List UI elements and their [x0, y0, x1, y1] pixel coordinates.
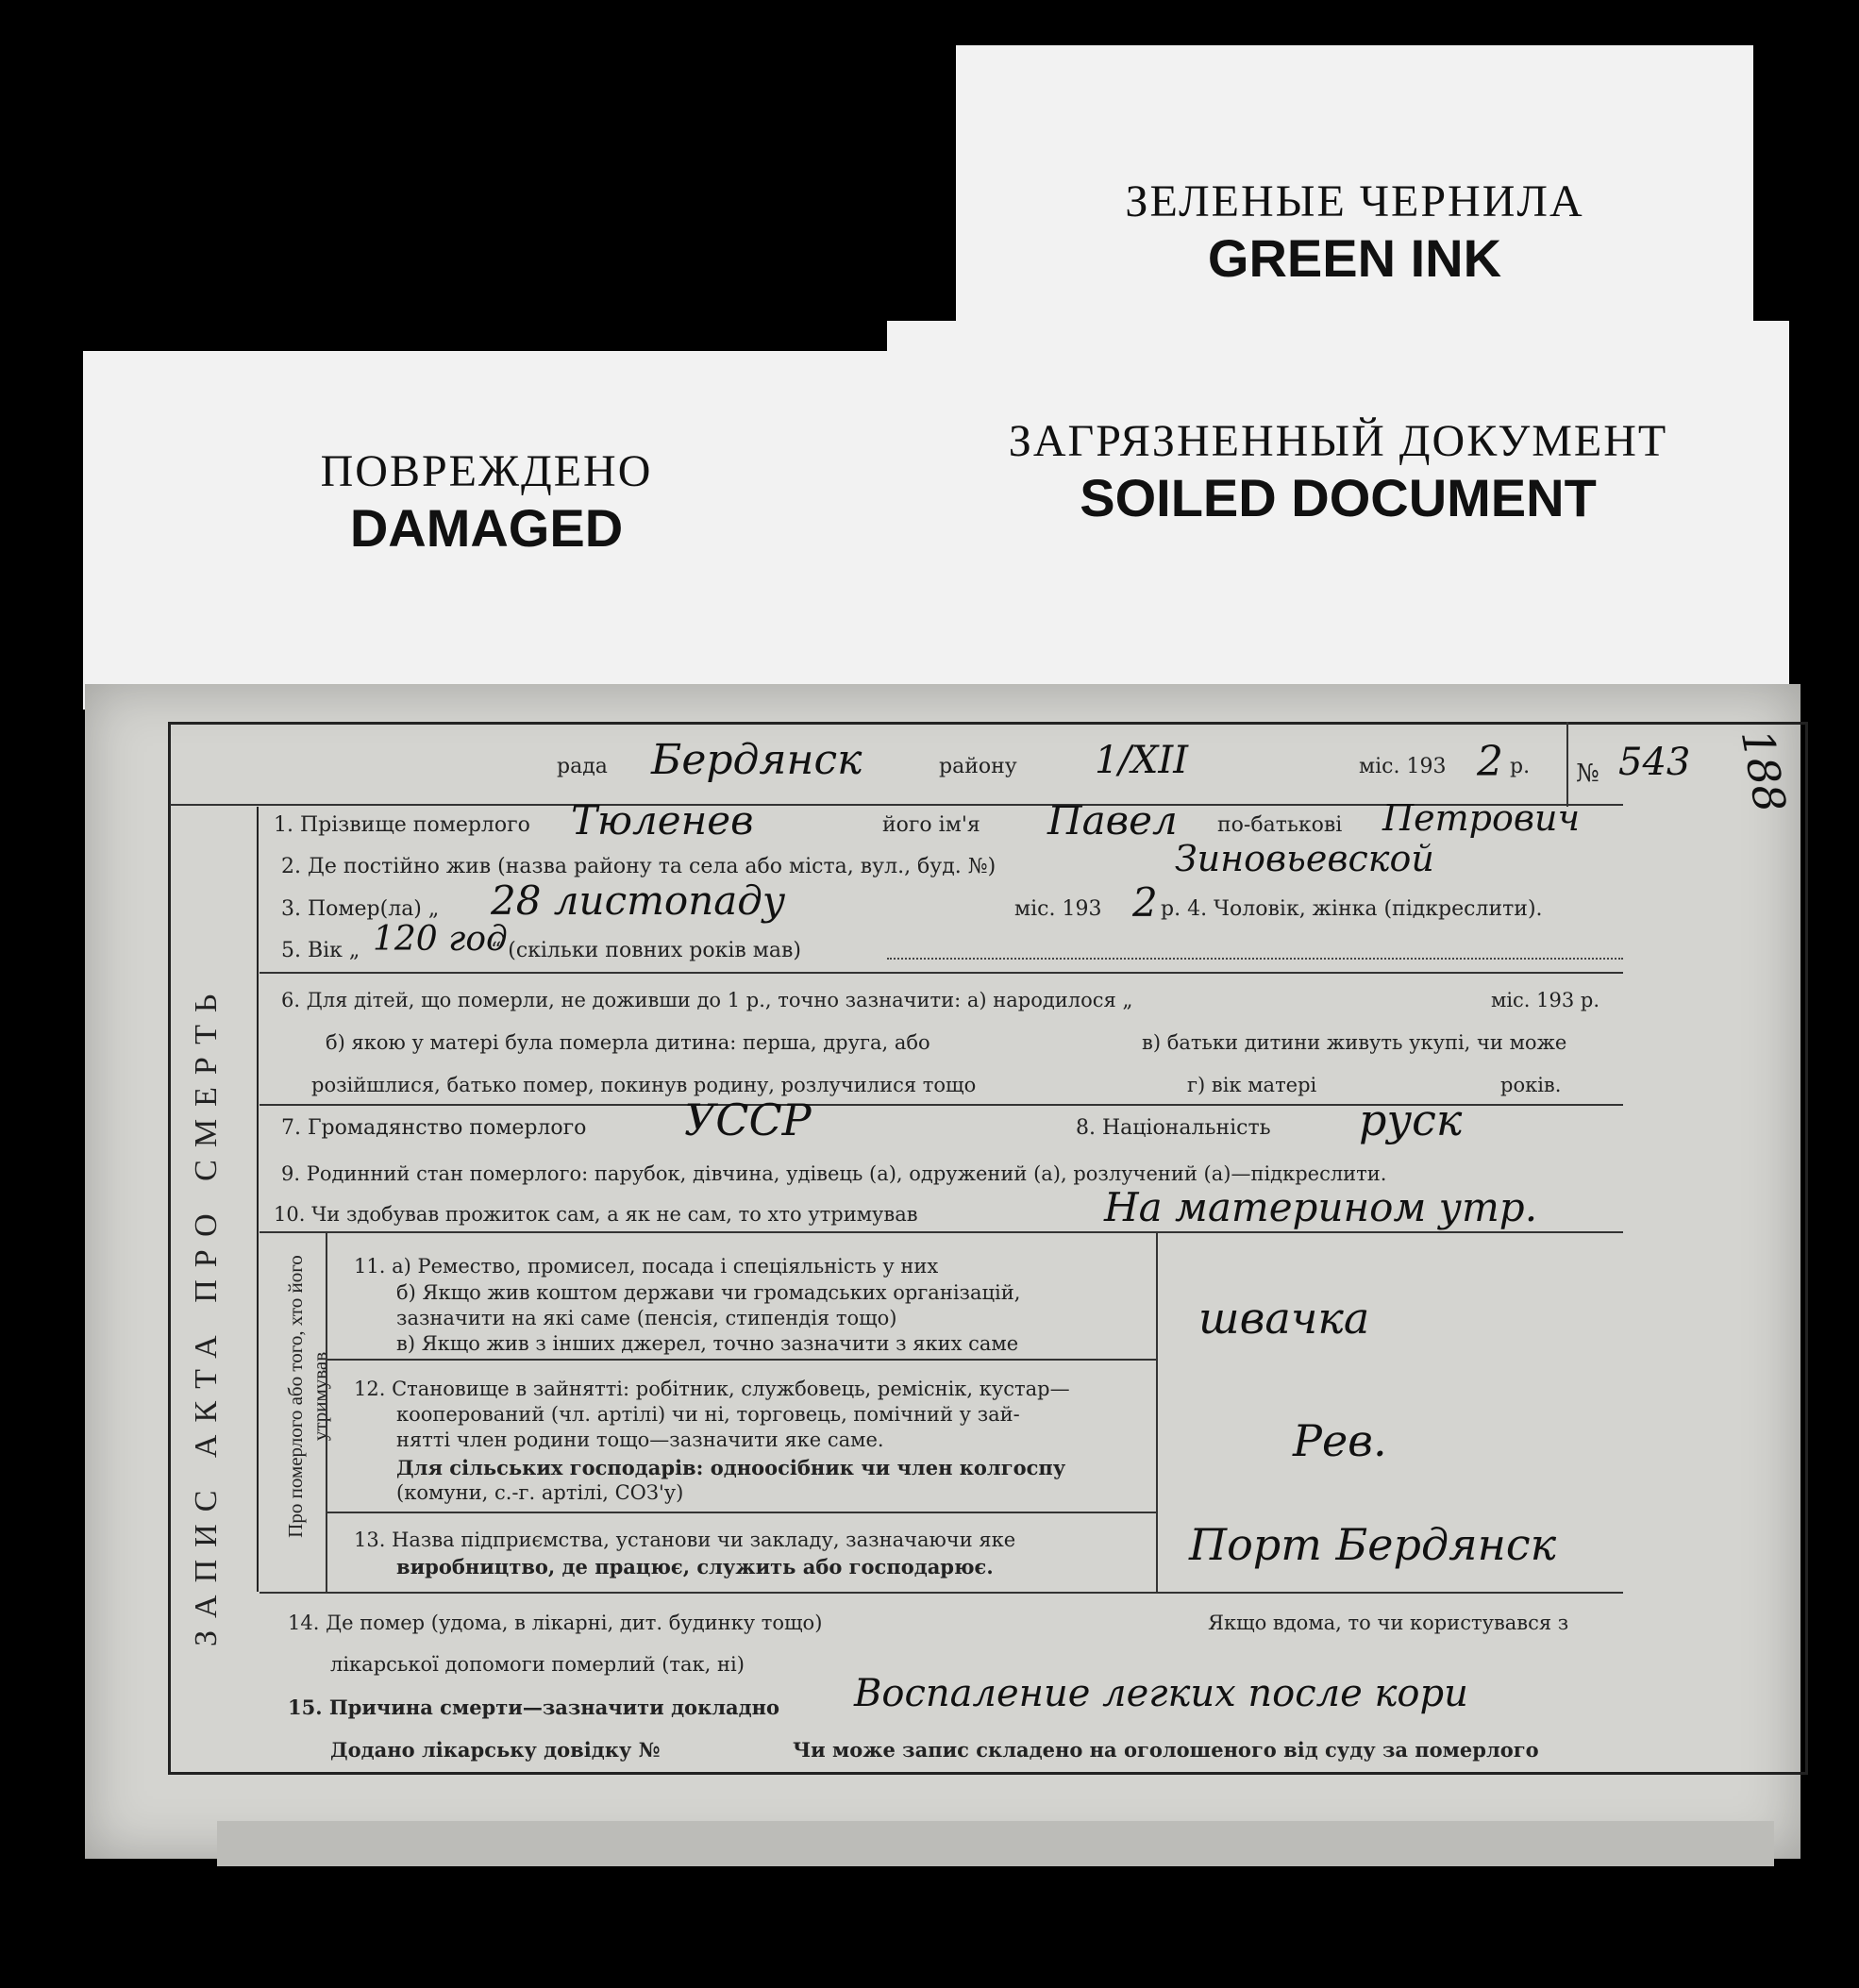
line-9-marital-label: 9. Родинний стан померлого: парубок, дівчина, удівець (а), одружений (а), розлучений (а)—підкреслити.	[281, 1162, 1387, 1185]
line-8-nationality-label: 8. Національність	[1076, 1116, 1271, 1140]
line-6-birth-order-label: б) якою у матері була померла дитина: перша, друга, або	[326, 1031, 930, 1054]
line-15-cause-label: 15. Причина смерти—зазначити докладно	[288, 1696, 780, 1719]
form-vertical-subtitle: Про померлого або того, хто його утримував	[284, 1255, 331, 1538]
line-3-died-label: 3. Помер(ла) „	[281, 897, 440, 921]
line-6-years-label: років.	[1500, 1074, 1562, 1096]
line-10-support-label: 10. Чи здобував прожиток сам, а як не сам, то хто утримував	[274, 1203, 918, 1226]
form-vertical-title: ЗАПИС АКТА ПРО СМЕРТЬ	[189, 981, 224, 1646]
hw-patronymic: Петрович	[1382, 797, 1581, 839]
header-no-label: №	[1576, 760, 1599, 788]
damaged-label-en: DAMAGED	[349, 498, 624, 558]
rule-after-13	[260, 1592, 1623, 1594]
line-11b-label: б) Якщо жив коштом держави чи громадських організацій,	[396, 1281, 1021, 1304]
rule-after-5	[260, 972, 1623, 974]
header-rada-label: рада	[557, 755, 608, 778]
hw-cause: Воспаление легких после кори	[854, 1672, 1468, 1715]
hw-residence: Зиновьевской	[1175, 838, 1434, 879]
hw-citizenship: УСCP	[684, 1094, 812, 1145]
line-14c-label: лікарської допомоги померлий (так, ні)	[330, 1653, 745, 1676]
hw-year-digit: 2	[1477, 738, 1503, 786]
line-16b-label: Чи може запис складено на оголошеного від суду за померлого	[793, 1738, 1539, 1762]
line-3-sex-label: р. 4. Чоловік, жінка (підкреслити).	[1161, 897, 1543, 921]
line-6-month-label: міс. 193 р.	[1491, 989, 1600, 1011]
rule-after-10	[260, 1231, 1623, 1233]
subtitle-divider	[326, 1231, 327, 1592]
soiled-label	[887, 321, 1789, 717]
header-mis-label: міс. 193	[1359, 755, 1447, 778]
green-ink-label	[956, 45, 1753, 321]
line-14a-label: 14. Де помер (удома, в лікарні, дит. будинку тощо)	[288, 1612, 823, 1634]
line-11d-label: в) Якщо жив з інших джерел, точно зазначити з яких саме	[396, 1332, 1019, 1355]
line-6-parents-label: в) батьки дитини живуть укупі, чи може	[1142, 1031, 1567, 1054]
line-2-residence-label: 2. Де постійно жив (назва району та села або міста, вул., буд. №)	[281, 855, 996, 878]
hw-margin-number: 188	[1731, 726, 1797, 816]
line-16a-label: Додано лікарську довідку №	[330, 1738, 661, 1762]
hw-status: Рев.	[1293, 1415, 1387, 1466]
hw-record-number: 543	[1618, 741, 1691, 784]
damaged-label-ru: ПОВРЕЖДЕНО	[320, 446, 653, 496]
line-14b-label: Якщо вдома, то чи користувався з	[1208, 1612, 1569, 1634]
line-6-mother-age-label: г) вік матері	[1187, 1074, 1317, 1096]
line-7-citizenship-label: 7. Громадянство померлого	[281, 1116, 587, 1140]
line-11c-label: зазначити на які саме (пенсія, стипендія тощо)	[396, 1307, 897, 1329]
line-3-month-label: міс. 193	[1014, 897, 1102, 921]
hw-surname: Тюленев	[571, 797, 754, 844]
header-r-label: р.	[1510, 755, 1531, 778]
line-11a-label: 11. а) Ремество, промисел, посада і спеціяльність у них	[354, 1255, 939, 1278]
green-ink-label-ru: ЗЕЛЕНЫЕ ЧЕРНИЛА	[1125, 176, 1584, 226]
line-5-age-note: “ (скільки повних років мав)	[491, 939, 802, 962]
line-5-age-label: 5. Вік „	[281, 939, 360, 962]
line-12b-label: кооперований (чл. артілі) чи ні, торговець, помічний у зай-	[396, 1403, 1020, 1426]
line-6-separated-label: розійшлися, батько помер, покинув родину, розлучилися тощо	[311, 1074, 977, 1096]
damaged-label	[83, 351, 890, 710]
header-rayonu-label: району	[939, 755, 1017, 778]
line-12c-label: нятті член родини тощо—зазначити яке саме.	[396, 1428, 884, 1451]
hw-name: Павел	[1047, 797, 1178, 844]
line-1-surname-label: 1. Прізвище померлого	[274, 813, 530, 837]
line-12a-label: 12. Становище в зайнятті: робітник, службовець, реміснік, кустар—	[354, 1378, 1070, 1400]
hw-date: 1/XII	[1095, 739, 1189, 782]
line-5-dotted-fill	[887, 958, 1623, 960]
line-1-name-label: його ім'я	[882, 813, 980, 837]
occupation-divider	[1156, 1231, 1158, 1592]
hw-nationality: руск	[1359, 1094, 1463, 1145]
hw-death-year-digit: 2	[1132, 879, 1158, 926]
hw-occupation: швачка	[1198, 1293, 1370, 1344]
rule-after-11	[326, 1359, 1156, 1361]
line-12e-label: (комуни, с.-г. артілі, СОЗ'у)	[396, 1481, 684, 1504]
line-1-patronymic-label: по-батькові	[1217, 813, 1343, 837]
line-6-children-label: 6. Для дітей, що померли, не доживши до 1 р., точно зазначити: а) народилося „	[281, 989, 1133, 1011]
line-13a-label: 13. Назва підприємства, установи чи закладу, зазначаючи яке	[354, 1529, 1016, 1551]
hw-rada: Бердянск	[651, 736, 863, 784]
line-12d-label: Для сільських господарів: одноосібник чи член колгоспу	[396, 1456, 1066, 1479]
soiled-label-ru: ЗАГРЯЗНЕННЫЙ ДОКУМЕНТ	[1008, 416, 1668, 466]
soiled-label-en: SOILED DOCUMENT	[1080, 468, 1597, 527]
hw-workplace: Порт Бердянск	[1189, 1519, 1557, 1570]
hw-age: 120 год	[373, 920, 508, 959]
number-box-left	[1566, 722, 1568, 807]
hw-death-date: 28 листопаду	[491, 877, 786, 924]
rule-after-12	[326, 1512, 1156, 1513]
line-13b-label: виробництво, де працює, служить або господарює.	[396, 1555, 994, 1579]
card-torn-edge	[217, 1821, 1774, 1866]
green-ink-label-en: GREEN INK	[1207, 228, 1502, 288]
hw-supported-by: На материном утр.	[1104, 1184, 1538, 1230]
